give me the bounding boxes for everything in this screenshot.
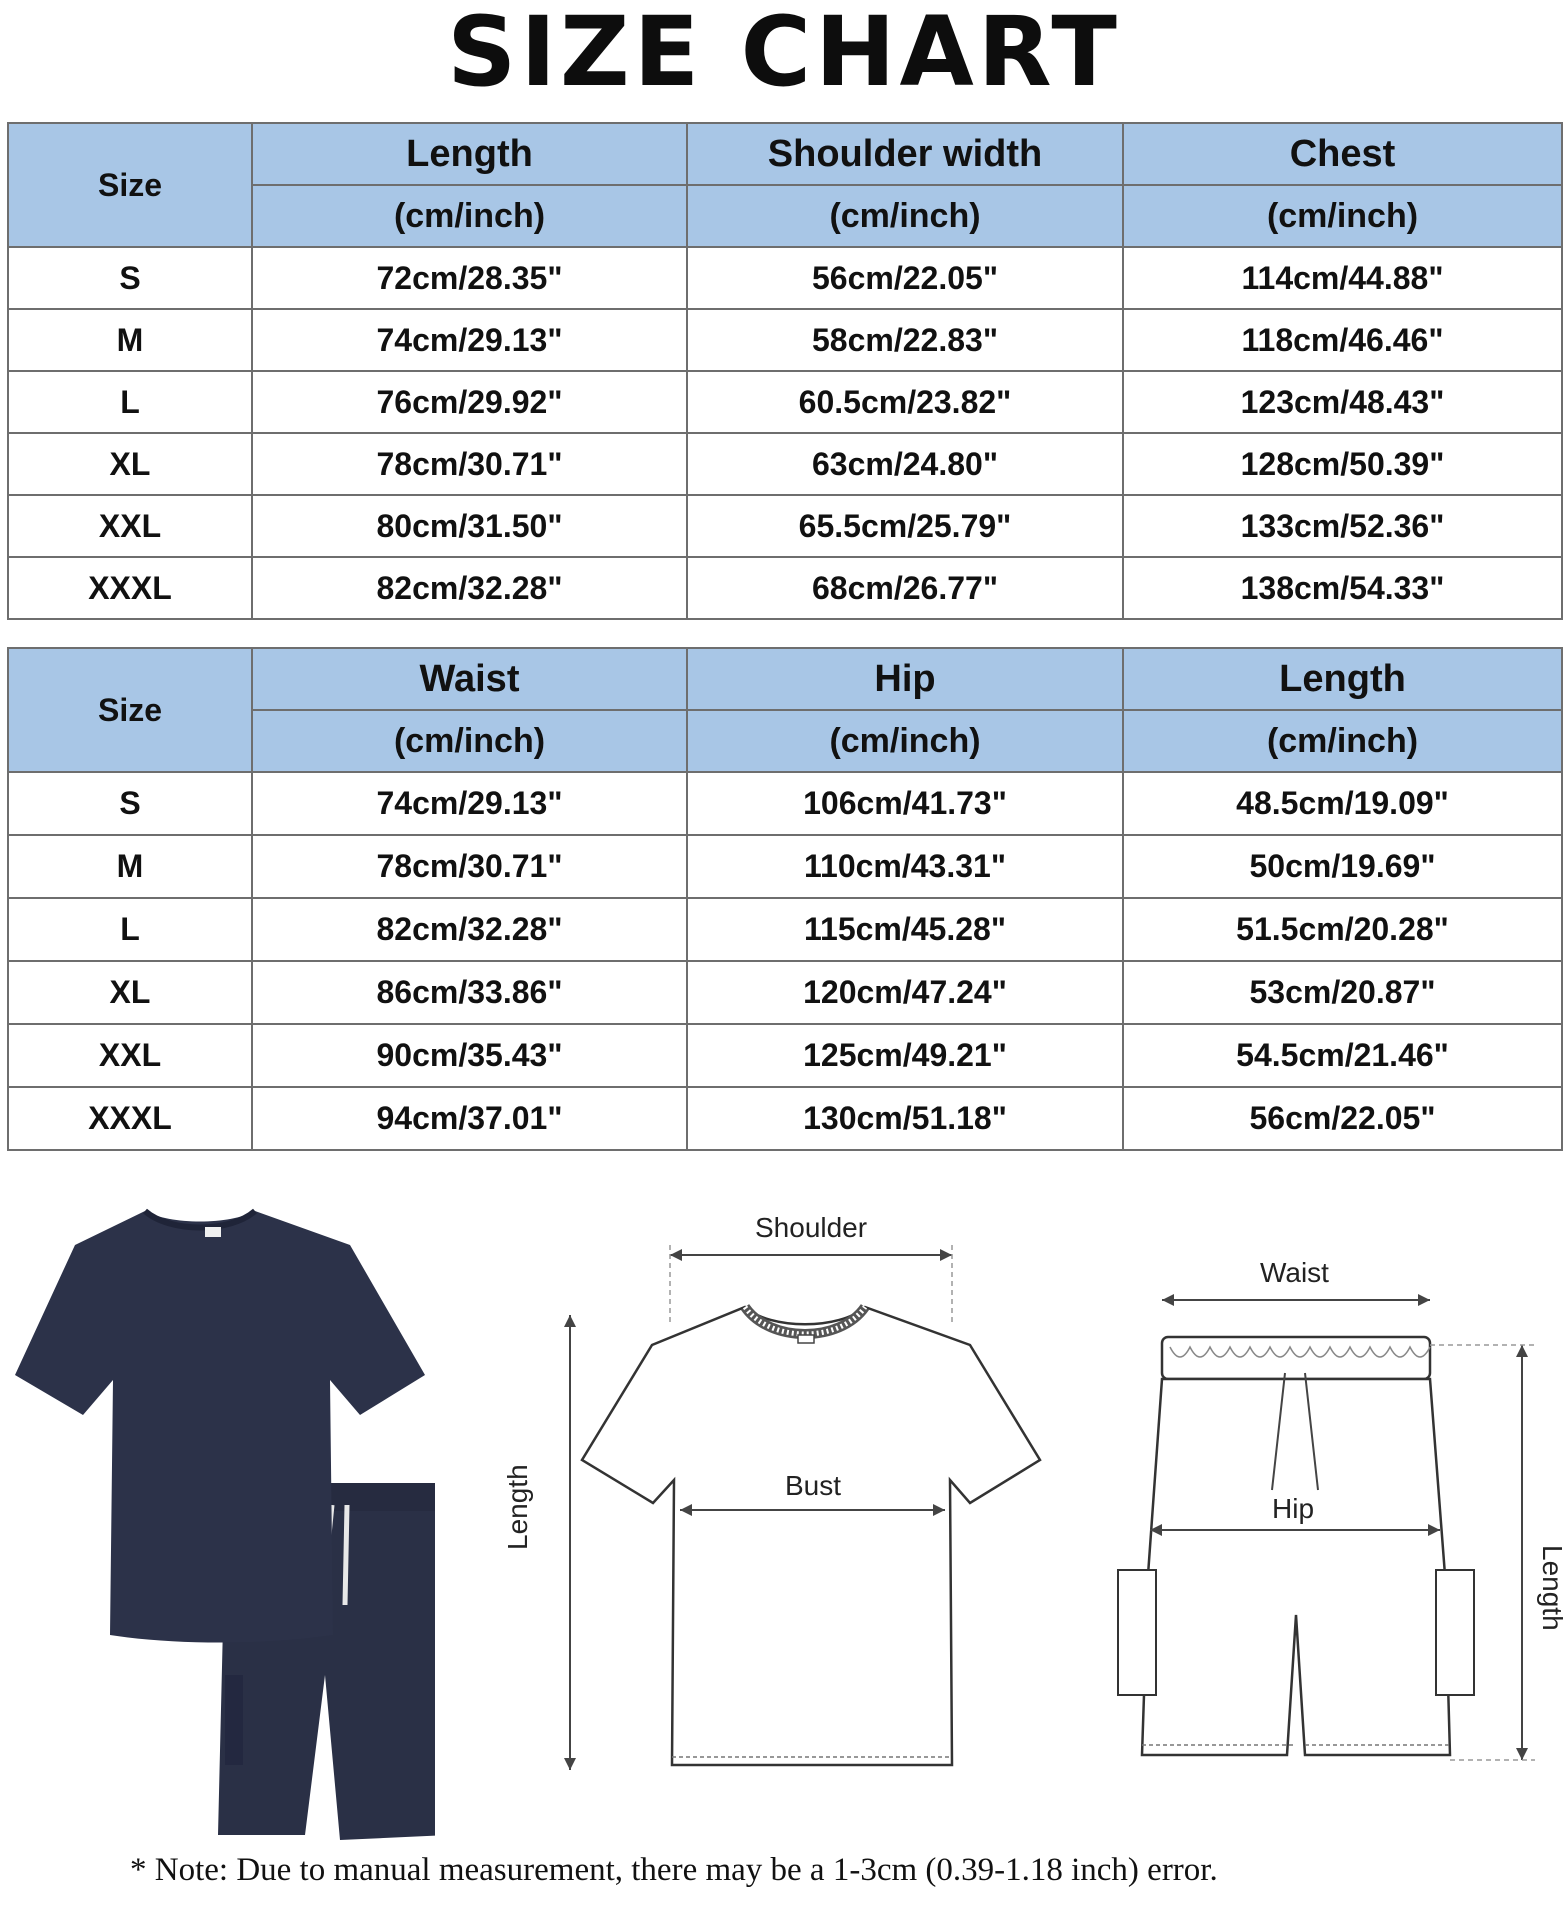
hip-label: Hip bbox=[1272, 1493, 1315, 1524]
shirt-length-label: Length bbox=[502, 1464, 533, 1550]
table-row bbox=[8, 1024, 1562, 1087]
product-photo bbox=[5, 1205, 435, 1845]
measurement-cell: 86cm/33.86" bbox=[252, 961, 687, 1024]
measurement-cell: 82cm/32.28" bbox=[252, 898, 687, 961]
column-header: Hip bbox=[687, 648, 1123, 710]
column-header: Chest bbox=[1123, 123, 1562, 185]
measurement-cell: 110cm/43.31" bbox=[687, 835, 1123, 898]
table-row bbox=[8, 247, 1562, 309]
measurement-cell: 130cm/51.18" bbox=[687, 1087, 1123, 1150]
tshirt-outline bbox=[582, 1307, 1040, 1765]
size-cell: XXL bbox=[8, 495, 252, 557]
cargo-pocket-left bbox=[1118, 1570, 1156, 1695]
table-row bbox=[8, 772, 1562, 835]
table-row bbox=[8, 1087, 1562, 1150]
measurement-cell: 74cm/29.13" bbox=[252, 772, 687, 835]
measurement-cell: 133cm/52.36" bbox=[1123, 495, 1562, 557]
bust-label: Bust bbox=[785, 1470, 842, 1501]
measurement-cell: 56cm/22.05" bbox=[687, 247, 1123, 309]
measurement-cell: 50cm/19.69" bbox=[1123, 835, 1562, 898]
size-cell: XXXL bbox=[8, 1087, 252, 1150]
tshirt-label bbox=[205, 1227, 221, 1237]
column-unit: (cm/inch) bbox=[1123, 185, 1562, 247]
size-cell: XXL bbox=[8, 1024, 252, 1087]
waistband bbox=[1162, 1337, 1430, 1379]
column-header: Length bbox=[1123, 648, 1562, 710]
measurement-cell: 82cm/32.28" bbox=[252, 557, 687, 619]
shoulder-label: Shoulder bbox=[755, 1212, 868, 1243]
measurement-cell: 65.5cm/25.79" bbox=[687, 495, 1123, 557]
column-unit: (cm/inch) bbox=[687, 710, 1123, 772]
shorts-outline bbox=[1142, 1379, 1450, 1755]
bottom-size-table bbox=[7, 647, 1563, 1151]
size-header: Size bbox=[8, 648, 252, 772]
size-header: Size bbox=[8, 123, 252, 247]
measurement-cell: 51.5cm/20.28" bbox=[1123, 898, 1562, 961]
measurement-cell: 106cm/41.73" bbox=[687, 772, 1123, 835]
measurement-cell: 90cm/35.43" bbox=[252, 1024, 687, 1087]
measurement-cell: 72cm/28.35" bbox=[252, 247, 687, 309]
measurement-cell: 74cm/29.13" bbox=[252, 309, 687, 371]
measurement-cell: 128cm/50.39" bbox=[1123, 433, 1562, 495]
column-unit: (cm/inch) bbox=[252, 710, 687, 772]
column-header: Waist bbox=[252, 648, 687, 710]
measurement-cell: 138cm/54.33" bbox=[1123, 557, 1562, 619]
table-row bbox=[8, 371, 1562, 433]
measurement-cell: 53cm/20.87" bbox=[1123, 961, 1562, 1024]
measurement-cell: 114cm/44.88" bbox=[1123, 247, 1562, 309]
measurement-cell: 94cm/37.01" bbox=[252, 1087, 687, 1150]
size-cell: S bbox=[8, 772, 252, 835]
size-cell: XL bbox=[8, 433, 252, 495]
measurement-cell: 78cm/30.71" bbox=[252, 433, 687, 495]
size-cell: XXXL bbox=[8, 557, 252, 619]
size-cell: L bbox=[8, 898, 252, 961]
table-row bbox=[8, 433, 1562, 495]
size-cell: M bbox=[8, 835, 252, 898]
cargo-pocket bbox=[225, 1675, 243, 1765]
size-cell: XL bbox=[8, 961, 252, 1024]
waist-label: Waist bbox=[1260, 1257, 1329, 1288]
measurement-cell: 118cm/46.46" bbox=[1123, 309, 1562, 371]
measurement-cell: 125cm/49.21" bbox=[687, 1024, 1123, 1087]
measurement-cell: 63cm/24.80" bbox=[687, 433, 1123, 495]
neck-label bbox=[798, 1335, 814, 1343]
column-unit: (cm/inch) bbox=[252, 185, 687, 247]
measurement-cell: 56cm/22.05" bbox=[1123, 1087, 1562, 1150]
measurement-note: * Note: Due to manual measurement, there may be a 1-3cm (0.39-1.18 inch) error. bbox=[130, 1852, 1218, 1888]
shorts-diagram bbox=[1100, 1275, 1560, 1775]
measurement-cell: 78cm/30.71" bbox=[252, 835, 687, 898]
measurement-cell: 115cm/45.28" bbox=[687, 898, 1123, 961]
measurement-cell: 123cm/48.43" bbox=[1123, 371, 1562, 433]
table-row bbox=[8, 961, 1562, 1024]
column-unit: (cm/inch) bbox=[687, 185, 1123, 247]
measurement-cell: 68cm/26.77" bbox=[687, 557, 1123, 619]
size-cell: L bbox=[8, 371, 252, 433]
measurement-cell: 80cm/31.50" bbox=[252, 495, 687, 557]
table-row bbox=[8, 835, 1562, 898]
table-row bbox=[8, 898, 1562, 961]
shorts-length-label: Length bbox=[1537, 1545, 1568, 1631]
size-cell: S bbox=[8, 247, 252, 309]
cargo-pocket-right bbox=[1436, 1570, 1474, 1695]
measurement-cell: 76cm/29.92" bbox=[252, 371, 687, 433]
measurement-cell: 60.5cm/23.82" bbox=[687, 371, 1123, 433]
measurement-cell: 58cm/22.83" bbox=[687, 309, 1123, 371]
column-header: Shoulder width bbox=[687, 123, 1123, 185]
measurement-cell: 54.5cm/21.46" bbox=[1123, 1024, 1562, 1087]
column-unit: (cm/inch) bbox=[1123, 710, 1562, 772]
column-header: Length bbox=[252, 123, 687, 185]
measurement-cell: 120cm/47.24" bbox=[687, 961, 1123, 1024]
page-title: SIZE CHART bbox=[447, 0, 1121, 108]
size-cell: M bbox=[8, 309, 252, 371]
top-size-table bbox=[7, 122, 1563, 620]
tshirt-diagram bbox=[520, 1235, 1050, 1795]
table-row bbox=[8, 309, 1562, 371]
measurement-cell: 48.5cm/19.09" bbox=[1123, 772, 1562, 835]
table-row bbox=[8, 557, 1562, 619]
table-row bbox=[8, 495, 1562, 557]
